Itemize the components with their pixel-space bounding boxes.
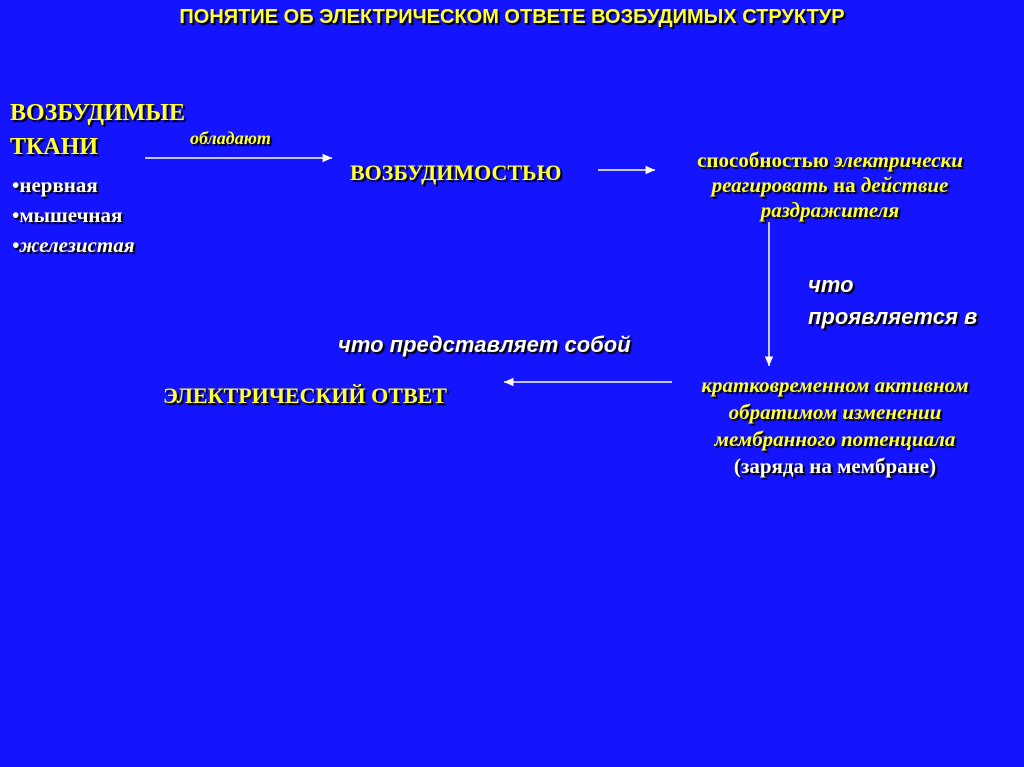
definition-part-5: действие [860,173,949,197]
electric-response-node: ЭЛЕКТРИЧЕСКИЙ ОТВЕТ [163,383,447,408]
slide-title: ПОНЯТИЕ ОБ ЭЛЕКТРИЧЕСКОМ ОТВЕТЕ ВОЗБУДИМЫХ СТРУКТУР [179,6,845,28]
definition-part-1: способностью [697,148,834,172]
definition-part-2: электрически [834,148,963,172]
change-line1: кратковременном активном [701,373,969,397]
definition-part-4: на [827,173,861,197]
tissues-heading-line1: ВОЗБУДИМЫЕ [10,100,185,126]
definition-part-3: реагировать [711,173,828,197]
tissues-heading-line2: ТКАНИ [10,134,99,160]
definition-part-6: раздражителя [760,198,900,222]
tissue-item-muscular: •мышечная [12,203,123,227]
change-line4: (заряда на мембране) [733,454,937,478]
label-manifests-line2: проявляется в [808,304,978,329]
tissue-item-glandular: •железистая [12,233,135,257]
label-represents: что представляет собой [338,332,631,357]
change-line2: обратимом изменении [728,400,942,424]
excitability-node: ВОЗБУДИМОСТЬЮ [350,160,562,185]
label-manifests-line1: что [808,272,854,297]
change-line3: мембранного потенциала [714,427,956,451]
label-possess: обладают [190,128,271,148]
tissue-item-nervous: •нервная [12,173,98,197]
